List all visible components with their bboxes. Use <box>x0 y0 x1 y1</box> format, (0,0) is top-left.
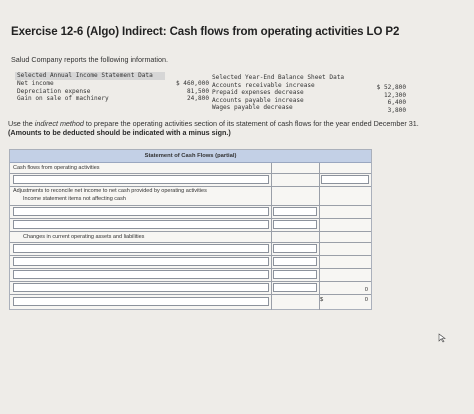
instructions-post: to prepare the operating activities section of its statement of cash flows for the year ended December 31. <box>83 119 419 128</box>
balance-value-3: 3,800 <box>387 106 406 114</box>
row-line <box>10 268 371 269</box>
income-statement-header: Selected Annual Income Statement Data <box>15 72 165 80</box>
statement-header: Statement of Cash Flows (partial) <box>10 150 371 163</box>
net-income-label-input[interactable] <box>13 175 269 184</box>
noncash-item-2-amount-input[interactable] <box>273 220 317 229</box>
change-item-3-amount-input[interactable] <box>273 270 317 279</box>
total-currency: $ <box>320 297 324 303</box>
noncash-item-2-label-input[interactable] <box>13 220 269 229</box>
noncash-items-label: Income statement items not affecting cash <box>23 196 126 202</box>
changes-label: Changes in current operating assets and liabilities <box>23 234 145 240</box>
balance-label-1: Prepaid expenses decrease <box>212 89 304 96</box>
change-item-1-label-input[interactable] <box>13 244 269 253</box>
total-value-2: 0 <box>364 297 368 303</box>
row-line <box>10 281 371 282</box>
balance-value-1: 12,300 <box>383 91 406 99</box>
balance-label-0: Accounts receivable increase <box>212 81 315 89</box>
income-value-1: 81,500 <box>186 87 209 95</box>
row-line <box>10 173 371 174</box>
change-item-2-label-input[interactable] <box>13 257 269 266</box>
adjustments-label: Adjustments to reconcile net income to net cash provided by operating activities <box>13 188 207 194</box>
income-value-2: 24,800 <box>186 95 209 102</box>
balance-sheet-header: Selected Year-End Balance Sheet Data <box>212 74 345 81</box>
instructions <box>8 119 470 137</box>
row-line <box>10 205 371 206</box>
income-label-1: Depreciation expense <box>17 87 91 95</box>
row-line <box>10 242 371 243</box>
mouse-pointer-icon <box>437 333 447 343</box>
income-label-2: Gain on sale of machinery <box>17 95 109 102</box>
balance-value-0: $ 52,800 <box>376 84 406 91</box>
change-item-4-amount-input[interactable] <box>273 283 317 292</box>
balance-label-3: Wages payable decrease <box>212 104 293 111</box>
change-item-4-label-input[interactable] <box>13 283 269 292</box>
instructions-pre: Use the <box>8 119 35 128</box>
instructions-method: indirect method <box>34 119 84 128</box>
row-line <box>10 218 371 219</box>
total-value-1: 0 <box>364 287 368 293</box>
noncash-item-1-amount-input[interactable] <box>273 207 317 216</box>
intro-text: Salud Company reports the following information. <box>11 55 169 64</box>
net-income-amount-input[interactable] <box>321 175 369 184</box>
change-item-1-amount-input[interactable] <box>273 244 317 253</box>
instructions-note: (Amounts to be deducted should be indicated with a minus sign.) <box>8 128 231 137</box>
balance-value-2: 6,400 <box>387 99 406 106</box>
exercise-title: Exercise 12-6 (Algo) Indirect: Cash flows from operating activities LO P2 <box>11 26 400 38</box>
statement-of-cash-flows-worksheet <box>9 149 372 310</box>
operating-activities-label: Cash flows from operating activities <box>13 165 100 171</box>
net-cash-label-input[interactable] <box>13 297 269 306</box>
row-line <box>10 294 371 295</box>
noncash-item-1-label-input[interactable] <box>13 207 269 216</box>
income-value-0: $ 460,000 <box>175 80 209 87</box>
change-item-2-amount-input[interactable] <box>273 257 317 266</box>
change-item-3-label-input[interactable] <box>13 270 269 279</box>
income-label-0: Net income <box>17 80 54 87</box>
balance-label-2: Accounts payable increase <box>212 96 304 104</box>
row-line <box>10 255 371 256</box>
